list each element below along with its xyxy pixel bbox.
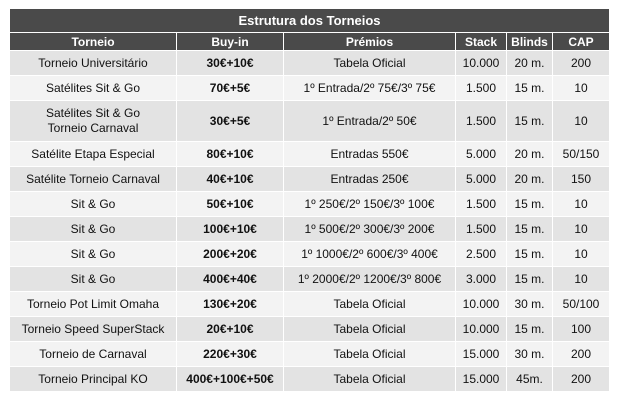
cell-cap: 50/100	[553, 292, 609, 316]
cell-stack: 3.000	[456, 267, 506, 291]
cell-torneio	[10, 217, 176, 241]
cell-cap: 200	[553, 51, 609, 75]
cell-blinds: 20 m.	[507, 142, 552, 166]
cell-stack: 5.000	[456, 142, 506, 166]
cell-buyin: 100€+10€	[177, 217, 283, 241]
cell-cap: 10	[553, 217, 609, 241]
cell-cap: 200	[553, 367, 609, 391]
cell-cap: 10	[553, 101, 609, 141]
header-torneio: Torneio	[10, 33, 176, 50]
cell-buyin: 130€+20€	[177, 292, 283, 316]
cell-blinds: 30 m.	[507, 342, 552, 366]
cell-premios: Tabela Oficial	[284, 317, 455, 341]
torneio-name-line: Satélites Sit & Go	[45, 80, 141, 95]
cell-blinds: 15 m.	[507, 101, 552, 141]
table-row	[10, 76, 609, 100]
cell-premios: Tabela Oficial	[284, 342, 455, 366]
cell-buyin: 50€+10€	[177, 192, 283, 216]
cell-stack: 5.000	[456, 167, 506, 191]
cell-blinds: 15 m.	[507, 267, 552, 291]
cell-cap: 200	[553, 342, 609, 366]
cell-blinds: 15 m.	[507, 242, 552, 266]
table-row	[10, 292, 609, 316]
cell-buyin: 400€+40€	[177, 267, 283, 291]
cell-premios: 1º 2000€/2º 1200€/3º 800€	[284, 267, 455, 291]
table-header-row	[10, 33, 609, 50]
torneio-name-line: Satélite Etapa Especial	[31, 146, 155, 161]
header-buyin: Buy-in	[177, 33, 283, 50]
cell-blinds: 20 m.	[507, 51, 552, 75]
cell-stack: 10.000	[456, 292, 506, 316]
cell-torneio	[10, 51, 176, 75]
cell-torneio	[10, 342, 176, 366]
torneio-name-line: Torneio Principal KO	[38, 371, 148, 386]
torneio-name-line: Torneio Universitário	[38, 55, 148, 70]
cell-torneio	[10, 292, 176, 316]
cell-torneio	[10, 167, 176, 191]
table-row	[10, 51, 609, 75]
torneio-name-line: Sit & Go	[70, 246, 116, 261]
cell-stack: 15.000	[456, 342, 506, 366]
cell-buyin: 30€+10€	[177, 51, 283, 75]
table-title-row	[10, 9, 609, 32]
cell-premios: Entradas 550€	[284, 142, 455, 166]
torneio-name-line: Satélite Torneio Carnaval	[26, 171, 160, 186]
cell-premios: Tabela Oficial	[284, 292, 455, 316]
cell-torneio	[10, 192, 176, 216]
tournament-structure	[9, 8, 610, 392]
torneio-name-line: Sit & Go	[70, 271, 116, 286]
cell-premios: Entradas 250€	[284, 167, 455, 191]
cell-stack: 2.500	[456, 242, 506, 266]
cell-blinds: 15 m.	[507, 192, 552, 216]
cell-cap: 10	[553, 267, 609, 291]
header-premios: Prémios	[284, 33, 455, 50]
cell-stack: 10.000	[456, 51, 506, 75]
cell-blinds: 45m.	[507, 367, 552, 391]
torneio-name-line: Torneio Speed SuperStack	[21, 321, 165, 336]
table-row	[10, 342, 609, 366]
cell-cap: 10	[553, 192, 609, 216]
torneio-name-line: Torneio Carnaval	[47, 121, 139, 135]
table-row	[10, 142, 609, 166]
tournament-table	[9, 8, 610, 392]
cell-stack: 1.500	[456, 192, 506, 216]
cell-buyin: 20€+10€	[177, 317, 283, 341]
cell-blinds: 15 m.	[507, 217, 552, 241]
cell-stack: 1.500	[456, 217, 506, 241]
table-row	[10, 267, 609, 291]
cell-buyin: 30€+5€	[177, 101, 283, 141]
cell-torneio	[10, 317, 176, 341]
table-title: Estrutura dos Torneios	[10, 9, 609, 32]
cell-torneio	[10, 267, 176, 291]
cell-buyin: 70€+5€	[177, 76, 283, 100]
torneio-name-line: Sit & Go	[70, 221, 116, 236]
table-row	[10, 217, 609, 241]
cell-buyin: 80€+10€	[177, 142, 283, 166]
table-row	[10, 317, 609, 341]
cell-premios: Tabela Oficial	[284, 367, 455, 391]
table-row	[10, 242, 609, 266]
cell-premios: 1º 500€/2º 300€/3º 200€	[284, 217, 455, 241]
header-blinds: Blinds	[507, 33, 552, 50]
cell-buyin: 400€+100€+50€	[177, 367, 283, 391]
table-row	[10, 367, 609, 391]
cell-premios: Tabela Oficial	[284, 51, 455, 75]
cell-blinds: 15 m.	[507, 317, 552, 341]
cell-blinds: 15 m.	[507, 76, 552, 100]
cell-cap: 10	[553, 76, 609, 100]
cell-buyin: 220€+30€	[177, 342, 283, 366]
table-row	[10, 192, 609, 216]
cell-premios: 1º Entrada/2º 50€	[284, 101, 455, 141]
cell-buyin: 200€+20€	[177, 242, 283, 266]
torneio-name-line: Satélites Sit & Go	[45, 106, 141, 120]
torneio-name-line: Torneio de Carnaval	[39, 346, 147, 361]
header-stack: Stack	[456, 33, 506, 50]
cell-stack: 1.500	[456, 76, 506, 100]
header-cap: CAP	[553, 33, 609, 50]
cell-torneio	[10, 367, 176, 391]
cell-premios: 1º 250€/2º 150€/3º 100€	[284, 192, 455, 216]
table-row	[10, 167, 609, 191]
cell-premios: 1º Entrada/2º 75€/3º 75€	[284, 76, 455, 100]
table-body	[10, 51, 609, 391]
torneio-name-line: Sit & Go	[70, 196, 116, 211]
cell-cap: 10	[553, 242, 609, 266]
cell-stack: 10.000	[456, 317, 506, 341]
cell-blinds: 30 m.	[507, 292, 552, 316]
cell-torneio	[10, 101, 176, 141]
cell-torneio	[10, 142, 176, 166]
cell-buyin: 40€+10€	[177, 167, 283, 191]
cell-stack: 15.000	[456, 367, 506, 391]
torneio-name-line: Torneio Pot Limit Omaha	[26, 296, 160, 311]
cell-cap: 50/150	[553, 142, 609, 166]
cell-cap: 150	[553, 167, 609, 191]
cell-cap: 100	[553, 317, 609, 341]
cell-torneio	[10, 76, 176, 100]
cell-premios: 1º 1000€/2º 600€/3º 400€	[284, 242, 455, 266]
cell-blinds: 20 m.	[507, 167, 552, 191]
cell-torneio	[10, 242, 176, 266]
cell-stack: 1.500	[456, 101, 506, 141]
table-row	[10, 101, 609, 141]
